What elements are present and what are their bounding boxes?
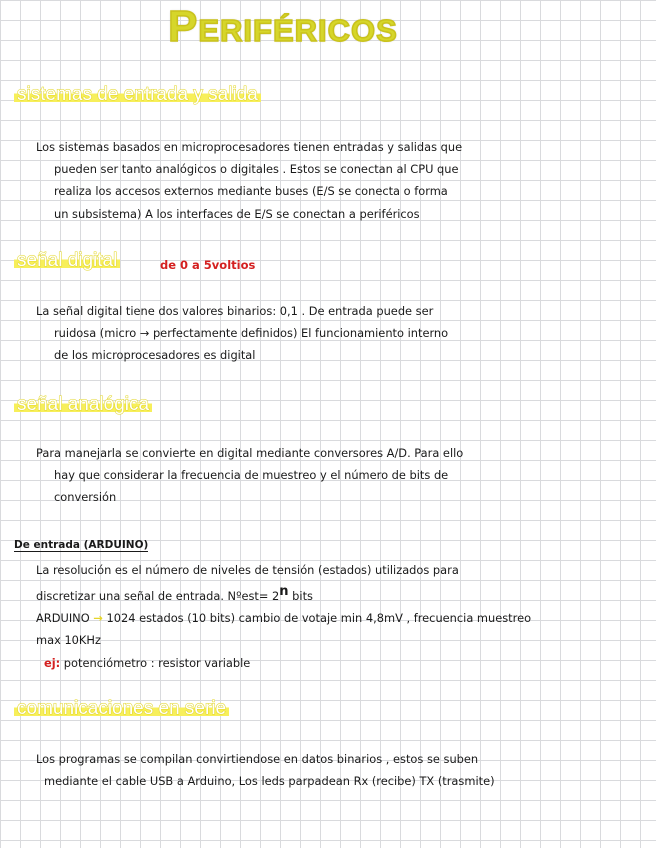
text-line: pueden ser tanto analógicos o digitales . Estos se conectan al CPU que — [54, 162, 459, 177]
paragraph-analogica — [36, 442, 646, 509]
text-line: realiza los accesos externos mediante buses (E/S se conecta o forma — [54, 184, 448, 199]
subheading-entrada-arduino: De entrada (ARDUINO) — [14, 539, 149, 551]
text-line: un subsistema) A los interfaces de E/S se conectan a periféricos — [54, 206, 420, 221]
page-title: Periféricos — [168, 2, 398, 51]
arrow-icon: → — [93, 611, 103, 626]
text-line-arduino: ARDUINO → 1024 estados (10 bits) cambio de votaje min 4,8mV , frecuencia muestreo — [36, 611, 532, 626]
text-line-formula: discretizar una señal de entrada. Nºest= $2^n$ bits — [36, 584, 313, 603]
text-line: Los programas se compilan convirtiendose en datos binarios , estos se suben — [36, 752, 479, 766]
text-line: conversión — [54, 490, 117, 505]
text-line: mediante el cable USB a Arduino, Los leds parpadean Rx (recibe) TX (trasmite) — [44, 774, 495, 789]
text-line: max 10KHz — [36, 633, 101, 648]
text-line: Para manejarla se convierte en digital mediante conversores A/D. Para ello — [36, 446, 464, 460]
paragraph-serie — [36, 748, 646, 792]
paragraph-sistemas — [36, 136, 646, 225]
text-line: Los sistemas basados en microprocesadores tienen entradas y salidas que — [36, 140, 463, 154]
text-line-example: ej: potenciómetro : resistor variable — [44, 655, 251, 670]
heading-analogica: señal analógica — [14, 394, 152, 416]
paragraph-digital — [36, 300, 646, 367]
heading-sistemas: sistemas de entrada y salida — [14, 84, 261, 106]
text-line: de los microprocesadores es digital — [54, 348, 256, 363]
text-line: La resolución es el número de niveles de tensión (estados) utilizados para — [36, 563, 459, 577]
text-line: La señal digital tiene dos valores binarios: 0,1 . De entrada puede ser — [36, 304, 434, 318]
text-line: hay que considerar la frecuencia de muestreo y el número de bits de — [54, 468, 449, 483]
digital-voltage-note: de 0 a 5voltios — [160, 258, 256, 272]
paragraph-entrada — [36, 559, 646, 674]
heading-digital: señal digital — [14, 250, 120, 272]
heading-serie: comunicaciones en serie — [14, 698, 229, 720]
text-line: ruidosa (micro → perfectamente definidos) El funcionamiento interno — [54, 326, 449, 341]
